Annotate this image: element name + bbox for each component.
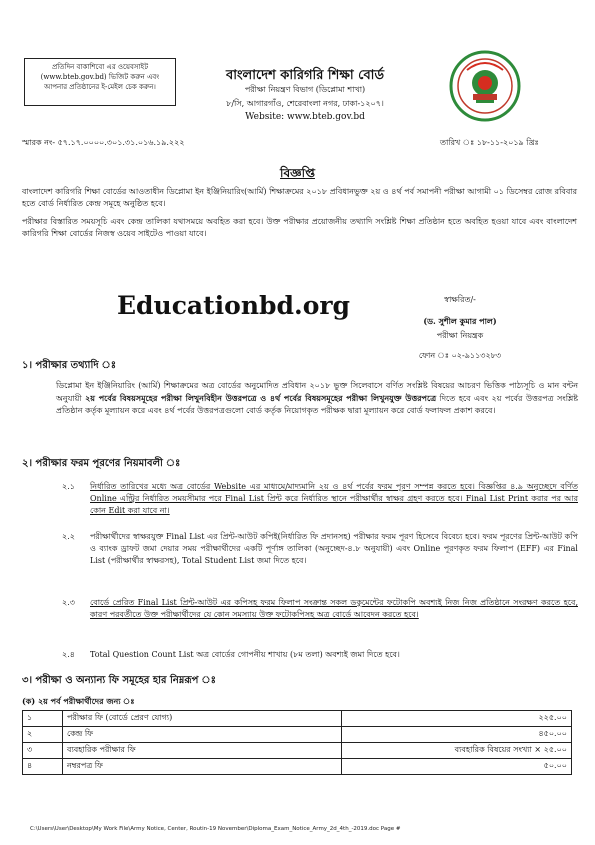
rule-2-3-number: ২.৩ [62,598,75,607]
rule-2-2-text: পরীক্ষার্থীদের স্বাক্ষরযুক্ত Final List এর প্রিন্ট-আউট কপিই(নির্ধারিত ফি প্রদানসহ) পরীক্ষার ফরম পূরণ হিসেবে বিবেচ্য হবে। ফরম পূরণের প্রিন্ট-আউট কপি ও ব্যাংক ড্রাফট জমা দেয়ার সময় পরীক্ষার্থীদের একটি পূর্ণাঙ্গ তালিকা (অনুচ্ছেদ-৪.৮ অনুযায়ী) এবং Online পূরণকৃত ফরম ফিলাপ (EFF) এর Final List (পরীক্ষার্থীর স্বাক্ষরসহ), Total Student List জমা দিতে হবে। [90,532,578,565]
table-row [23,727,572,743]
table-row [23,759,572,775]
section-1-text-c: দিতে হবে এবং ২য় পর্বের উত্তরপত্র সংশ্লিষ্ট প্রতিষ্ঠান কর্তৃক মূল্যায়ন করে এবং ৪র্থ পর্বের উত্তরপত্রগুলো বোর্ড কর্তৃক নিয়োগকৃত পরীক্ষক দ্বারা মূল্যায়ন করে বোর্ড ফলাফল প্রকাশ করবে। [56,394,578,415]
fee-amount: ২২৫.০০ [342,711,572,727]
fee-serial: ১ [23,711,63,727]
fee-name: কেন্দ্র ফি [63,727,342,743]
fee-name: নম্বরপত্র ফি [63,759,342,775]
section-1-text [56,380,578,417]
rule-2-2-number: ২.২ [62,532,75,541]
notice-title-text: বিজ্ঞপ্তি [280,166,315,180]
rule-2-1-number: ২.১ [62,482,75,491]
section-1-text-bold: ২য় পর্বের বিষয়সমূহের পরীক্ষা লিখুনবিহীন উত্তরপত্রে ও ৪র্থ পর্বের বিষয়সমূহের পরীক্ষা লিখুনযুক্ত উত্তরপত্রে [85,393,437,403]
notice-line-2: (www.bteb.gov.bd) ভিজিট করুন এবং [40,73,160,81]
notice-line-3: আপনার প্রতিষ্ঠানের ই-মেইল চেক করুন। [44,83,156,91]
intro-paragraph-2: পরীক্ষার বিস্তারিত সময়সূচি এবং কেন্দ্র তালিকা যথাসময়ে অবহিত করা হবে। উক্ত পরীক্ষার প্রয়োজনীয় তথ্যাদি সংশ্লিষ্ট শিক্ষা প্রতিষ্ঠান হতে অবহিত হওয়া যাবে এবং বাংলাদেশ কারিগরি শিক্ষা বোর্ডের নিজস্ব ওয়েব সাইটেও পাওয়া যাবে। [22,217,577,238]
bteb-logo-icon [449,50,521,122]
section-1-heading: ১। পরীক্ষার তথ্যাদি ঃ [22,360,117,371]
fee-amount: ৪৫০.০০ [342,727,572,743]
rule-2-3-text: বোর্ডে প্রেরিত Final List প্রিন্ট-আউট এর কপিসহ ফরম ফিলাপ সংক্রান্ত সকল ডকুমেন্টের ফটোকপি অবশ্যই নিজ নিজ প্রতিষ্ঠানে সংরক্ষণ করতে হবে, কারণ পরবর্তীতে উক্ত পরীক্ষার্থীদের যে কোন সমস্যায় উক্ত ফটোকপিসহ অত্র বোর্ডে আবেদন করতে হবে। [90,598,578,619]
fees-table [22,710,572,775]
section-3-subheading: (ক) ২য় পর্ব পরীক্ষার্থীদের জন্য ঃ [22,696,135,706]
fee-amount: ব্যবহারিক বিষয়ের সংখ্যা × ২৫.০০ [342,743,572,759]
notice-title [0,165,595,185]
fee-name: পরীক্ষার ফি (বোর্ডে প্রেরণ যোগ্য) [63,711,342,727]
fee-amount: ৫০.০০ [342,759,572,775]
board-website: Website: www.bteb.gov.bd [245,112,365,122]
table-row [23,743,572,759]
section-2-heading: ২। পরীক্ষার ফরম পূরণের নিয়মাবলী ঃ [22,458,181,469]
rule-2-4-text: Total Question Count List অত্র বোর্ডের গোপনীয় শাখায় (৮ম তলা) অবশ্যই জমা দিতে হবে। [90,650,400,659]
intro-paragraph-1: বাংলাদেশ কারিগরি শিক্ষা বোর্ডের আওতাধীন ডিপ্লোমা ইন ইঞ্জিনিয়ারিং(আর্মি) শিক্ষাক্রমের ২০১৮ প্রবিধানভুক্ত ২য় ও ৪র্থ পর্ব সমাপনী পরীক্ষা আগামী ০১ ডিসেম্বর রোজ রবিবার হতে বোর্ড নির্ধারিত কেন্দ্র সমূহে অনুষ্ঠিত হবে। [22,187,577,208]
document-file-path: C:\Users\User\Desktop\My Work File\Army Notice, Center, Routin-19 November\Diploma_Exam_Notice_Army_2d_4th_-2019.doc Page # [30,826,401,832]
table-row [23,711,572,727]
signature-name: (ড. সুশীল কুমার পাল) [423,316,497,326]
fee-serial: ৪ [23,759,63,775]
notice-date: তারিখ ঃ ১৮-১১-২০১৯ খ্রিঃ [440,138,539,147]
memo-number: স্মারক নং- ৫৭.১৭.০০০০.৩০১.৩১.০১৬.১৯.২২২ [22,138,185,147]
fee-serial: ৩ [23,743,63,759]
fee-name: ব্যবহারিক পরীক্ষার ফি [63,743,342,759]
watermark-text: Educationbd.org [117,291,351,320]
board-address: ৮/সি, আগারগাঁও, শেরেবাংলা নগর, ঢাকা-১২০৭। [226,99,384,108]
board-name: বাংলাদেশ কারিগরি শিক্ষা বোর্ড [225,68,385,83]
rule-2-1-text: নির্ধারিত তারিখের মধ্যে অত্র বোর্ডের Website এর মাধ্যমে/মাদ্যমানি ২য় ও ৪র্থ পর্বের ফরম পূরণ সম্পন্ন করতে হবে। বিজ্ঞপ্তির ৪.৯ অনুচ্ছেদে বর্ণিত Online এন্ট্রির নির্ধারিত সময়সীমার পরে Final List প্রিন্ট করে নির্ধারিত স্থানে পরীক্ষার্থীর স্বাক্ষর গ্রহণ করতে হবে। Final List Print করার পর আর কোন Edit করা যাবে না। [90,482,578,515]
signature-phone: ফোন ঃ ০২-৯১১৩২৮৩ [418,351,502,360]
signature-designation: পরীক্ষা নিয়ন্ত্রক [436,331,484,340]
division-name: পরীক্ষা নিয়ন্ত্রণ বিভাগ (ডিপ্লোমা শাখা) [244,85,366,94]
fee-serial: ২ [23,727,63,743]
signature-signed: স্বাক্ষরিত/- [444,295,476,304]
website-notice-box [24,58,176,106]
section-1-text-a: ডিপ্লোমা ইন ইঞ্জিনিয়ারিং (আর্মি) শিক্ষাক্রমের অত্র বোর্ডের অনুমোদিত প্রবিধান ২০১৮ ভুক্ত সিলেবাসে বর্ণিত সংশ্লিষ্ট বিষয়ের আচরণ ভিত্তিক পাঠ্যসূচি ও মান বন্টন অনুযায়ী [56,381,578,403]
rule-2-4-number: ২.৪ [62,650,75,659]
section-3-heading: ৩। পরীক্ষা ও অন্যান্য ফি সমূহের হার নিম্নরূপ ঃ [22,675,216,686]
notice-line-1: প্রতিদিন বাকাশিবো এর ওয়েবসাইট [51,63,149,71]
